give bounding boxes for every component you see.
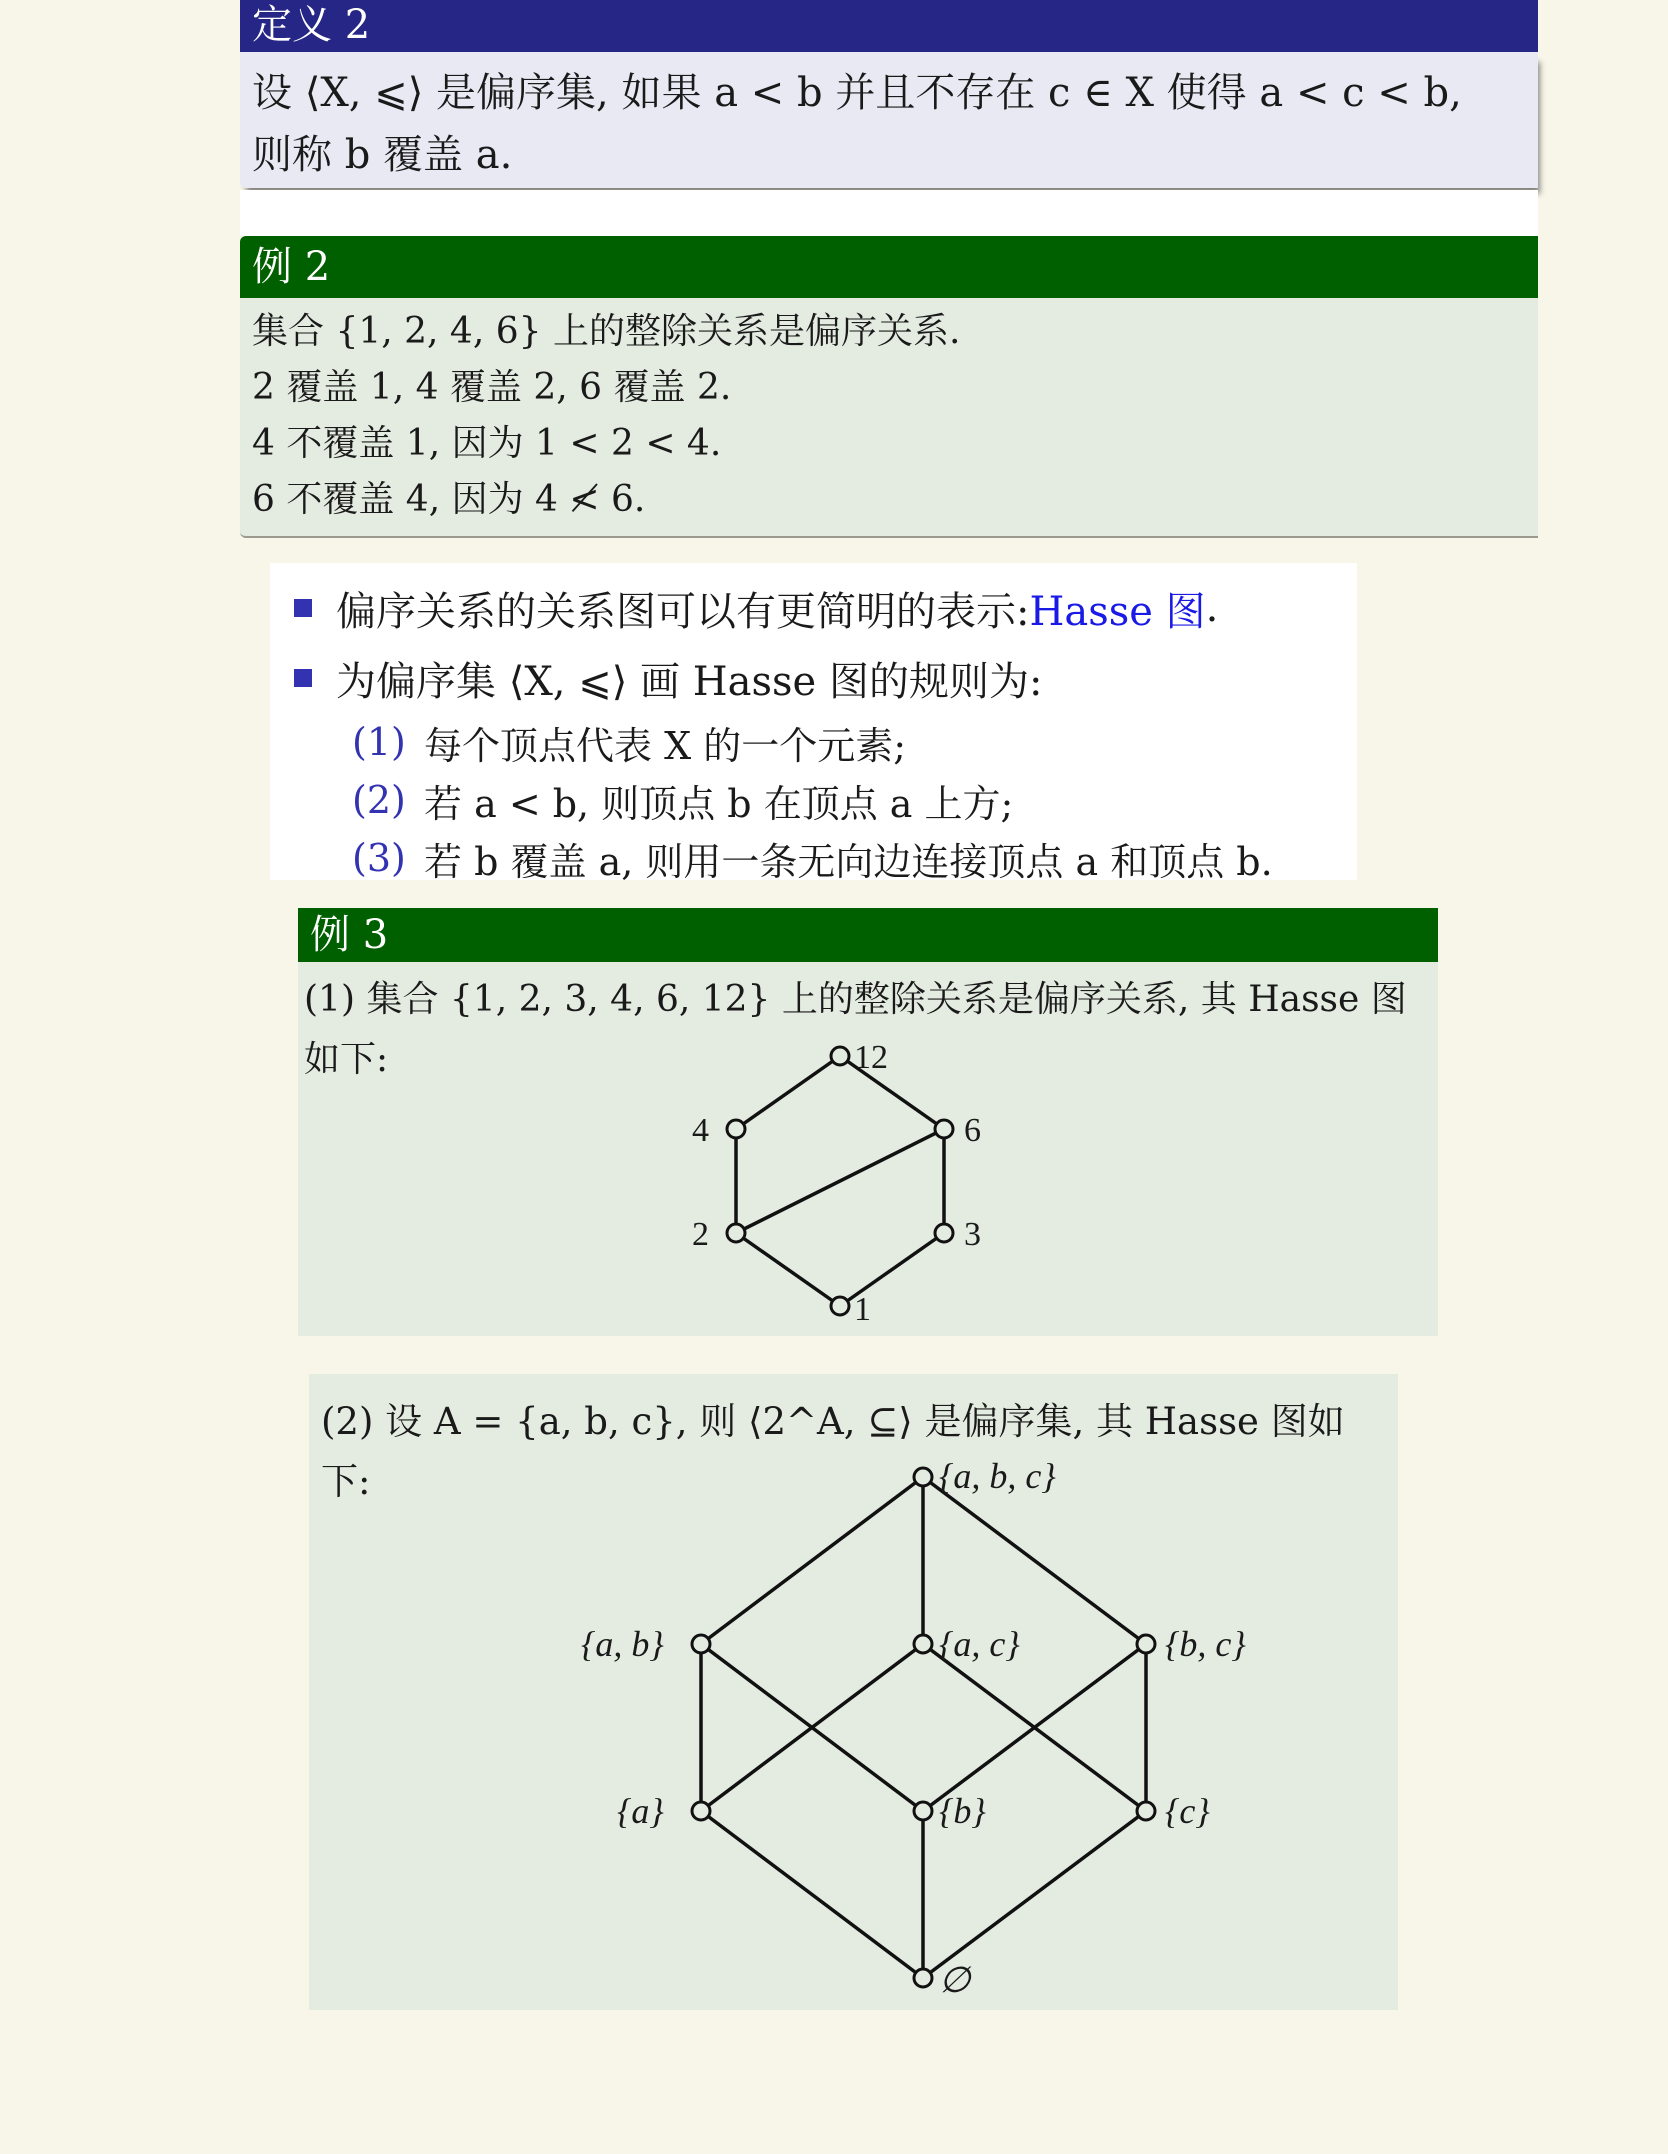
node-label: 6: [964, 1112, 981, 1149]
node-ac: [914, 1635, 932, 1653]
example-2-body: [240, 298, 1538, 538]
bullet-text: 偏序关系的关系图可以有更简明的表示:: [336, 588, 1030, 635]
node-label: ∅: [939, 1960, 971, 2000]
node-label: {c}: [1165, 1791, 1210, 1831]
rule-text: 若 b 覆盖 a, 则用一条无向边连接顶点 a 和顶点 b.: [424, 839, 1273, 884]
definition-title: 定义 2: [240, 0, 1538, 52]
node-4: [727, 1120, 745, 1138]
rule-item: [294, 829, 1357, 887]
rule-item: [294, 713, 1357, 771]
node-label: {b, c}: [1165, 1624, 1246, 1664]
node-a: [692, 1802, 710, 1820]
example-2-title: 例 2: [240, 236, 1538, 298]
node-label: {a, b, c}: [939, 1456, 1056, 1496]
definition-line-2: 则称 b 覆盖 a.: [252, 132, 513, 178]
node-3: [935, 1224, 953, 1242]
hasse-rules-panel: [270, 563, 1357, 884]
bullet-suffix: .: [1205, 585, 1219, 631]
node-2: [727, 1224, 745, 1242]
rule-text: 每个顶点代表 X 的一个元素;: [424, 723, 907, 768]
rule-number: (1): [352, 720, 406, 764]
example-2-line: 集合 {1, 2, 4, 6} 上的整除关系是偏序关系.: [252, 311, 961, 352]
rule-number: (2): [352, 778, 406, 822]
node-empty: [914, 1969, 932, 1987]
node-1: [831, 1297, 849, 1315]
node-ab: [692, 1635, 710, 1653]
hasse-link[interactable]: Hasse 图: [1029, 588, 1206, 635]
example-2-line: 6 不覆盖 4, 因为 4 ≮ 6.: [252, 479, 646, 520]
example-2-line: 4 不覆盖 1, 因为 1 < 2 < 4.: [252, 423, 722, 464]
example-3-part-1-text: (1) 集合 {1, 2, 3, 4, 6, 12} 上的整除关系是偏序关系, 其 Hasse 图如下:: [304, 979, 1407, 1080]
node-label: 2: [692, 1216, 709, 1253]
bullet-item: [294, 573, 1357, 643]
node-label: 4: [692, 1112, 709, 1149]
example-3-part-2-text: (2) 设 A = {a, b, c}, 则 ⟨2^A, ⊆⟩ 是偏序集, 其 Hasse 图如下:: [321, 1400, 1345, 1503]
node-label: {a}: [617, 1791, 664, 1831]
node-label: {b}: [939, 1791, 986, 1831]
node-label: {a, b}: [581, 1624, 664, 1664]
node-bc: [1137, 1635, 1155, 1653]
hasse-diagram-power-set: [309, 1374, 1398, 2010]
rule-item: [294, 771, 1357, 829]
node-label: 1: [854, 1291, 871, 1328]
hasse-edges: [701, 1477, 1146, 1978]
bullet-square-icon: [294, 669, 312, 687]
bullet-square-icon: [294, 599, 312, 617]
node-12: [831, 1047, 849, 1065]
definition-block: [240, 0, 1538, 188]
rule-number: (3): [352, 836, 406, 880]
definition-line-1: 设 ⟨X, ⩽⟩ 是偏序集, 如果 a < b 并且不存在 c ∈ X 使得 a < c < b,: [252, 70, 1462, 116]
spacer: [240, 190, 1538, 236]
node-label: 3: [964, 1216, 981, 1253]
example-3-part-2: [309, 1374, 1398, 2010]
bullet-item: [294, 643, 1357, 713]
node-b: [914, 1802, 932, 1820]
example-2-line: 2 覆盖 1, 4 覆盖 2, 6 覆盖 2.: [252, 367, 732, 408]
definition-body: [240, 52, 1538, 188]
node-abc: [914, 1468, 932, 1486]
node-c: [1137, 1802, 1155, 1820]
example-2-block: [240, 236, 1538, 538]
rule-text: 若 a < b, 则顶点 b 在顶点 a 上方;: [424, 781, 1014, 826]
node-label: 12: [854, 1039, 888, 1076]
hasse-diagram-divisors-12: [298, 962, 1438, 1336]
hasse-edges: [736, 1056, 944, 1306]
example-3-part-1: [298, 962, 1438, 1336]
node-label: {a, c}: [939, 1624, 1020, 1664]
node-6: [935, 1120, 953, 1138]
bullet-text: 为偏序集 ⟨X, ⩽⟩ 画 Hasse 图的规则为:: [336, 658, 1043, 705]
example-3-title: 例 3: [298, 908, 1438, 962]
example-3-block: [298, 908, 1438, 1336]
